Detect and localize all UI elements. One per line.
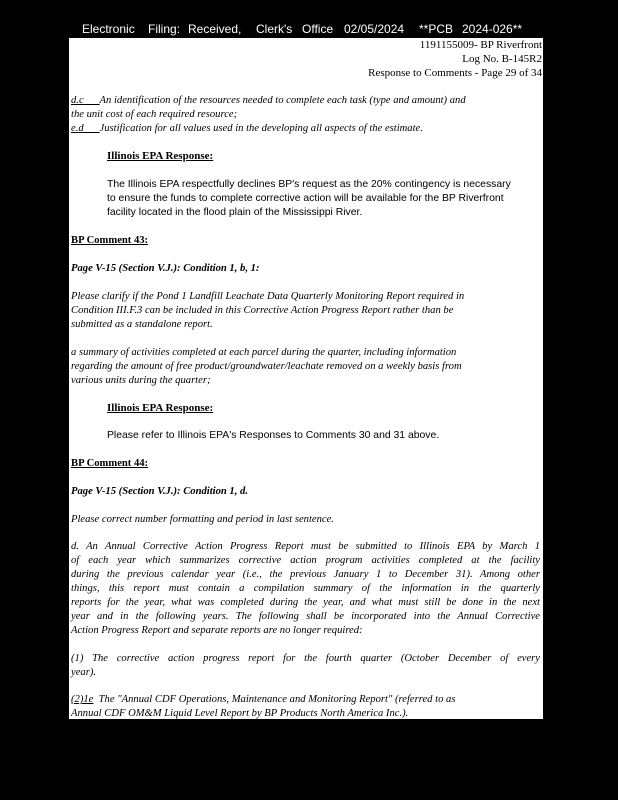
item-d-line [71,122,540,136]
document-page [69,38,543,719]
header-page-label: Response to Comments - Page 29 of 34 [368,67,542,79]
quoted-condition: a summary of activities completed at each parcel during the quarter, including information [71,347,457,358]
comment-text: Please correct number formatting and period in last sentence. [71,514,334,525]
quoted-condition: d. An Annual Corrective Action Progress Report must be submitted to Illinois EPA by March 1 [71,541,540,552]
comment-text: submitted as a standalone report. [71,319,213,330]
response-heading: Illinois EPA Response: [107,402,214,414]
comment-heading: BP Comment 43: [71,235,149,246]
banner-word: Received, [188,22,242,36]
header-permit-id: 1191155009- BP Riverfront [419,39,542,51]
quoted-condition: year). [71,667,96,678]
item-2-label: (2)1e [71,694,94,705]
comment-heading: BP Comment 44: [71,458,149,469]
item-d-label: e.d [71,123,84,134]
item-2-text: The "Annual CDF Operations, Maintenance and Monitoring Report" (referred to as [98,694,456,705]
item-c-label: d.c [71,95,84,106]
item-d-text: Justification for all values used in the developing all aspects of the estimate. [99,123,423,134]
response-text: facility located in the flood plain of the Mississippi River. [107,207,363,218]
response-text: to ensure the funds to complete corrective action will be available for the BP Riverfront [107,193,504,204]
quoted-condition: during the previous calendar year (i.e., the previous January 1 to December 31). Among other [71,569,540,580]
quoted-condition: (1) The corrective action progress report for the fourth quarter (October December of every [71,653,540,664]
quoted-condition [71,693,540,707]
quoted-condition: regarding the amount of free product/groundwater/leachate removed on a weekly basis from [71,361,462,372]
item-c-line-2: the unit cost of each required resource; [71,109,238,120]
quoted-condition: Action Progress Report and separate reports are no longer required: [71,625,363,636]
comment-text: Condition III.F.3 can be included in this Corrective Action Progress Report rather than be [71,305,454,316]
response-heading: Illinois EPA Response: [107,150,214,162]
quoted-condition: various units during the quarter; [71,375,211,386]
banner-word: **PCB [419,22,454,36]
comment-reference: Page V-15 (Section V.J.): Condition 1, d. [71,486,248,497]
efiling-banner [0,19,618,39]
comment-ref-text: Page V-15 (Section V.J.): Condition 1, b, 1: [71,263,260,274]
response-text: The Illinois EPA respectfully declines BP's request as the 20% contingency is necessary [107,179,511,190]
banner-word: Clerk's [256,22,293,36]
quoted-condition: things, this report must contain a compilation summary of the information in the quarterly [71,583,540,594]
response-text: Please refer to Illinois EPA's Responses to Comments 30 and 31 above. [107,430,440,441]
quoted-condition: Annual CDF OM&M Liquid Level Report by BP Products North America Inc.). [71,708,409,719]
banner-word: Filing: [148,22,181,36]
comment-reference [71,262,540,276]
item-c-text: An identification of the resources needed to complete each task (type and amount) and [99,95,466,106]
comment-text: Please clarify if the Pond 1 Landfill Leachate Data Quarterly Monitoring Report required in [71,291,465,302]
quoted-condition: year and in the following years. The following shall be incorporated into the Annual Corrective [71,611,540,622]
banner-word: Office [302,22,334,36]
quoted-condition: reports for the year, what was completed during the year, and what must still be done in the next [71,597,540,608]
banner-word: 2024-026** [462,22,523,36]
item-c-line-1 [71,94,540,108]
quoted-condition: of each year which summarizes corrective action program activities completed at the facility [71,555,540,566]
header-log-no: Log No. B-145R2 [462,53,542,65]
banner-word: 02/05/2024 [344,22,405,36]
banner-word: Electronic [82,22,135,36]
